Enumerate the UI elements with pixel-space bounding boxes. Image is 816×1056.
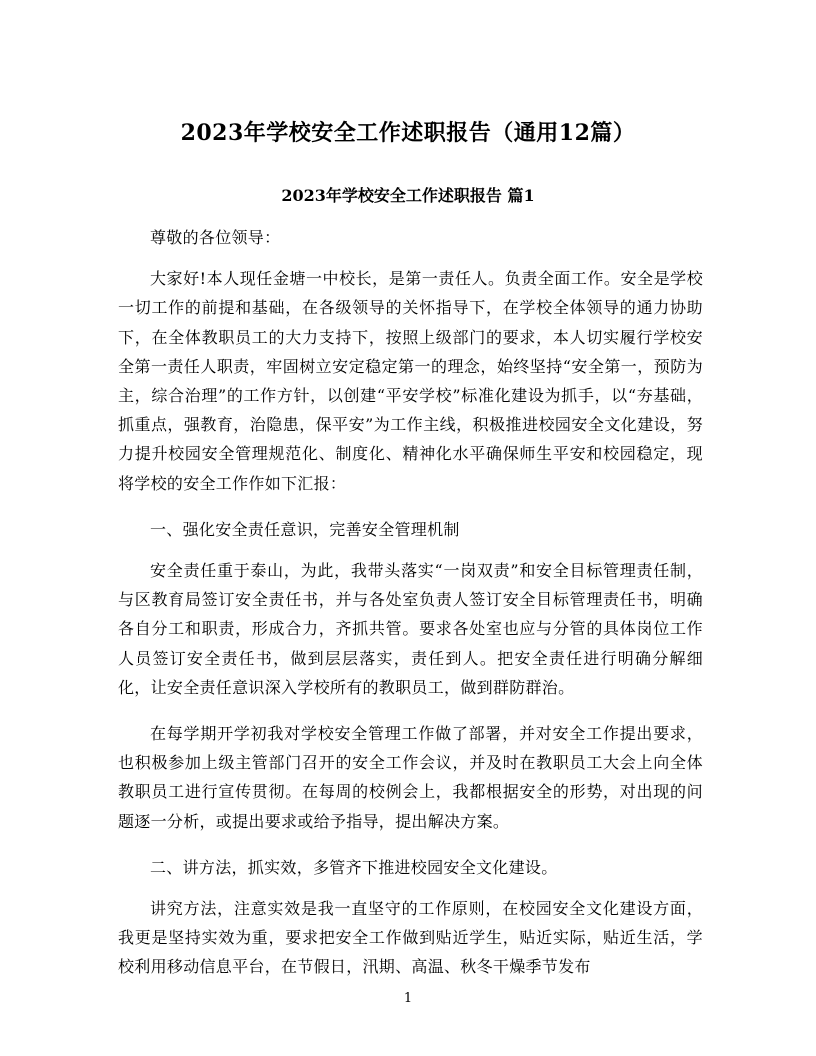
salutation-paragraph: 尊敬的各位领导： — [150, 228, 281, 247]
body-paragraph: 大家好!本人现任金塘一中校长，是第一责任人。负责全面工作。安全是学校一切工作的前提和基础，在各级领导的关怀指导下，在学校全体领导的通力协助下，在全体教职员工的大力支持下，按照上级部门的要求，本人切实履行学校安全第一责任人职责，牢固树立安定稳定第一的理念，始终坚持“安全第一，预防为主，综合治理”的工作方针，以创建“平安学校”标准化建设为抓手，以“夯基础，抓重点，强教育，治隐患，保平安”为工作主线，积极推进校园安全文化建设，努力提升校园安全管理规范化、制度化、精神化水平确保师生平安和校园稳定，现将学校的安全工作作如下汇报： — [118, 269, 703, 493]
body-paragraph: 讲究方法，注意实效是我一直坚守的工作原则，在校园安全文化建设方面，我更是坚持实效为重，要求把安全工作做到贴近学生，贴近实际，贴近生活，学校利用移动信息平台，在节假日，汛期、高温、秋冬干燥季节发布 — [118, 899, 703, 977]
document-title: 2023年学校安全工作述职报告（通用12篇） — [180, 120, 636, 146]
page-number: 1 — [403, 991, 413, 1006]
section-heading-paragraph: 一、强化安全责任意识，完善安全管理机制 — [150, 519, 460, 539]
document-body — [118, 223, 703, 999]
body-paragraph: 在每学期开学初我对学校安全管理工作做了部署，并对安全工作提出要求，也积极参加上级主管部门召开的安全工作会议，并及时在教职员工大会上向全体教职员工进行宣传贯彻。在每周的校例会上，我都根据安全的形势，对出现的问题逐一分析，或提出要求或给予指导，提出解决方案。 — [118, 724, 703, 831]
section-heading-paragraph: 二、讲方法，抓实效，多管齐下推进校园安全文化建设。 — [150, 857, 558, 877]
section-title: 2023年学校安全工作述职报告 篇1 — [281, 186, 535, 205]
body-paragraph: 安全责任重于泰山，为此，我带头落实“一岗双责”和安全目标管理责任制，与区教育局签订安全责任书，并与各处室负责人签订安全目标管理责任书，明确各自分工和职责，形成合力，齐抓共管。要求各处室也应与分管的具体岗位工作人员签订安全责任书，做到层层落实，责任到人。把安全责任进行明确分解细化，让安全责任意识深入学校所有的教职员工，做到群防群治。 — [118, 561, 703, 697]
